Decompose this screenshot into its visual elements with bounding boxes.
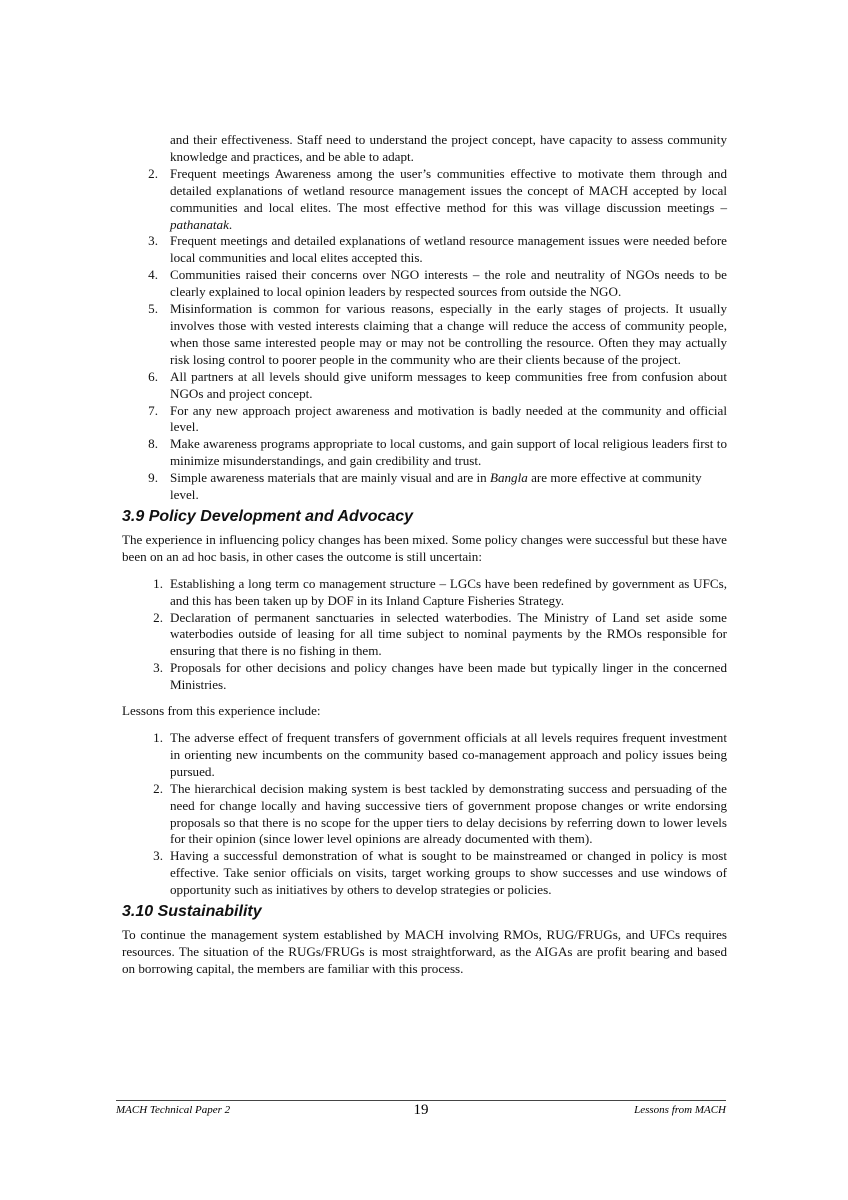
item-italic-term: Bangla (489, 470, 528, 486)
item-text: Establishing a long term co management structure – LGCs have been redefined by government as UFCs, and this has been taken up by DOF in its Inland Capture Fisheries Strategy. (170, 575, 727, 608)
item-italic-term: pathanatak (170, 216, 229, 232)
item-text: The hierarchical decision making system is best tackled by demonstrating success and persuading of the need for change locally and having successive tiers of government propose changes or write endorsing proposals so that there is no scope for the upper tiers to delay decisions by referring down to lower levels for their opinion (since lower level opinions are already documented with them). (170, 780, 727, 847)
footer-divider (116, 1100, 726, 1101)
item-number: 7. (148, 402, 158, 418)
item-text-after: are more effective at community level. (170, 470, 702, 503)
list-item (122, 233, 727, 267)
item-number: 1. (153, 575, 163, 591)
item-number: 2. (153, 609, 163, 625)
list-item (122, 576, 727, 610)
item-text: Communities raised their concerns over NGO interests – the role and neutrality of NGOs needs to be clearly explained to local opinion leaders by respected sources from outside the NGO. (170, 267, 727, 300)
lessons-list (122, 730, 727, 899)
continuation-paragraph: and their effectiveness. Staff need to understand the project concept, have capacity to assess community knowledge and practices, and be able to adapt. (170, 132, 727, 164)
section-heading-sustainability: 3.10 Sustainability (122, 903, 262, 921)
item-number: 6. (148, 368, 158, 384)
list-item (122, 267, 727, 301)
page-body (122, 132, 727, 978)
list-item (122, 730, 727, 781)
list-item (122, 369, 727, 403)
list-item (122, 436, 727, 470)
list-item (122, 781, 727, 849)
list-item (122, 166, 727, 234)
page-number: 19 (413, 1102, 429, 1118)
footer-section-title: Lessons from MACH (634, 1104, 726, 1116)
item-text: All partners at all levels should give uniform messages to keep communities free from confusion about NGOs and project concept. (170, 368, 727, 401)
sustainability-paragraph: To continue the management system established by MACH involving RMOs, RUG/FRUGs, and UFCs requires resources. The situation of the RUGs/FRUGs is most straightforward, as the AIGAs are profit bearing and based on borrowing capital, the members are familiar with this process. (122, 927, 727, 976)
list-item (122, 848, 727, 899)
item-number: 8. (148, 436, 158, 452)
item-text: Declaration of permanent sanctuaries in selected waterbodies. The Ministry of Land set aside some waterbodies outside of leasing for all time subject to nominal payments by the RMOs responsible for ensuring that there is no fishing in them. (170, 609, 727, 659)
item-text: Simple awareness materials that are mainly visual and are in (170, 470, 490, 486)
list-item (122, 403, 727, 437)
section-heading-policy: 3.9 Policy Development and Advocacy (122, 507, 414, 525)
item-text: For any new approach project awareness and motivation is badly needed at the community and official level. (170, 402, 727, 435)
item-text: Misinformation is common for various reasons, especially in the early stages of projects. It usually involves those with vested interests claiming that a change will reduce the access of community people, when those same interested people may or may not be controlling the resource. Often they may actually risk losing control to poorer people in the community who are their clients because of the project. (170, 301, 727, 367)
item-number: 4. (148, 267, 158, 283)
item-number: 2. (148, 165, 158, 181)
item-number: 9. (148, 470, 158, 486)
item-number: 2. (153, 780, 163, 796)
page-footer (116, 1104, 726, 1122)
item-number: 5. (148, 301, 158, 317)
awareness-list (122, 166, 727, 504)
item-number: 3. (153, 848, 163, 864)
policy-intro-paragraph: The experience in influencing policy changes has been mixed. Some policy changes were successful but these have been on an ad hoc basis, in other cases the outcome is still uncertain: (122, 531, 727, 564)
item-text: Frequent meetings Awareness among the user’s communities effective to motivate them through and detailed explanations of wetland resource management issues the concept of MACH accepted by local communities and local elites. The most effective method for this was village discussion meetings – (170, 165, 727, 215)
item-text: Proposals for other decisions and policy changes have been made but typically linger in the concerned Ministries. (170, 660, 727, 693)
list-item (122, 660, 727, 694)
list-item (122, 470, 727, 504)
lessons-intro: Lessons from this experience include: (122, 703, 321, 719)
list-item (122, 301, 727, 369)
item-text: Having a successful demonstration of what is sought to be mainstreamed or changed in policy is most effective. Take senior officials on visits, target working groups to show successes and use windows of opportunity such as initiatives by others to develop strategies or policies. (170, 848, 727, 898)
item-text: The adverse effect of frequent transfers of government officials at all levels requires frequent investment in orienting new incumbents on the community based co-management approach and policy issues being pursued. (170, 730, 727, 779)
item-text: Make awareness programs appropriate to local customs, and gain support of local religious leaders first to minimize misunderstandings, and gain credibility and trust. (170, 436, 727, 469)
footer-document-title: MACH Technical Paper 2 (116, 1104, 231, 1116)
item-number: 3. (148, 233, 158, 249)
item-text: Frequent meetings and detailed explanations of wetland resource management issues were needed before local communities and local elites accepted this. (170, 233, 727, 266)
item-number: 1. (153, 730, 163, 745)
policy-changes-list (122, 576, 727, 694)
item-text-after: . (228, 216, 233, 232)
item-number: 3. (153, 660, 163, 676)
list-item (122, 610, 727, 661)
